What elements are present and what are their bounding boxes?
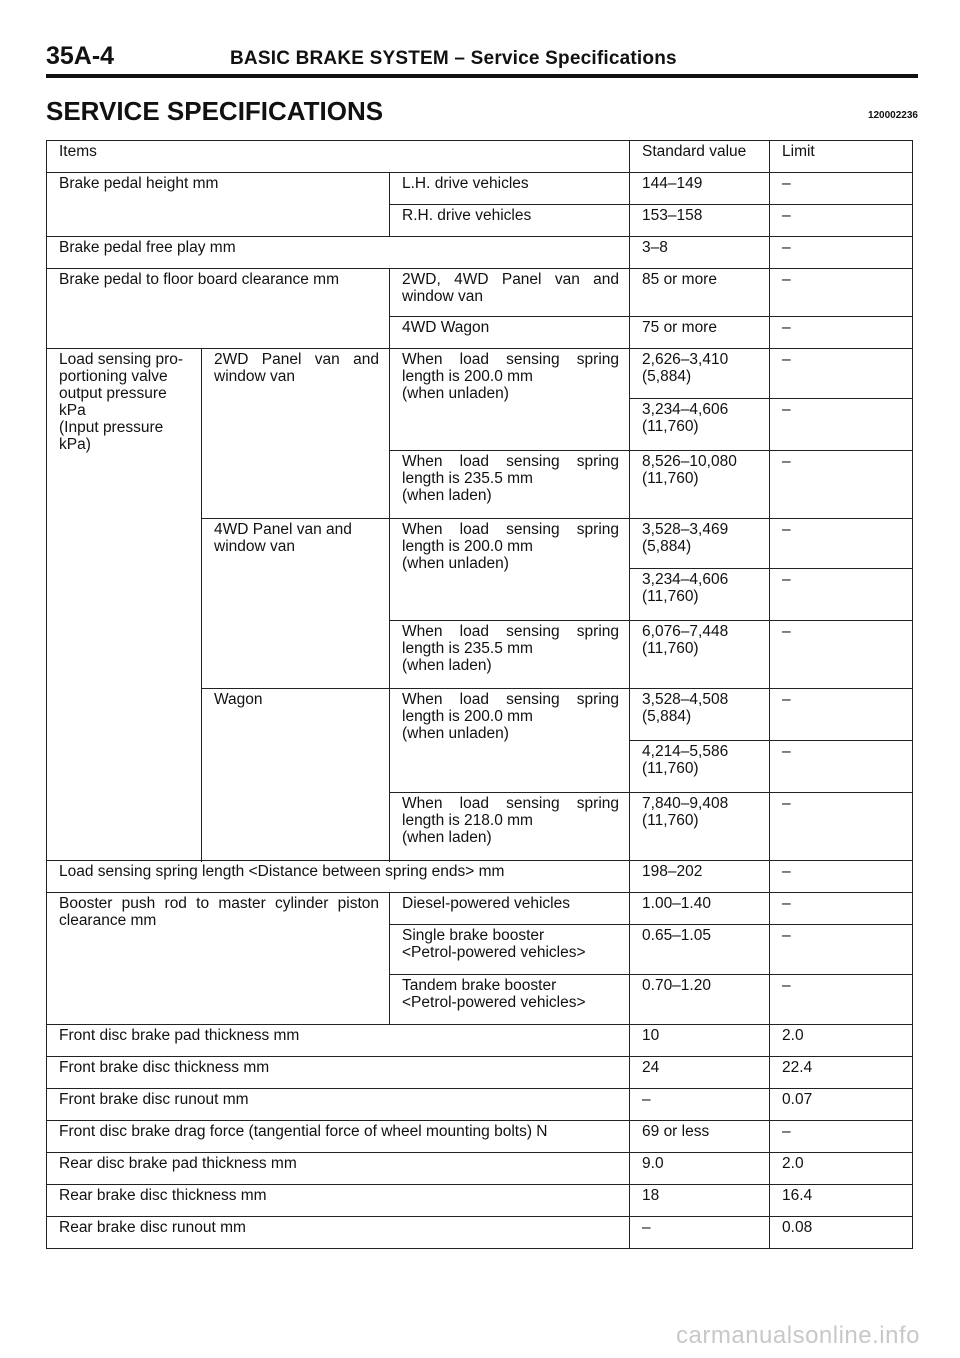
condition: When load sensing spring length is 218.0 mm (when laden)	[390, 793, 630, 861]
limit-value: –	[770, 173, 913, 205]
table-header-row	[47, 141, 913, 173]
watermark: carmanualsonline.info	[676, 1322, 920, 1349]
condition: When load sensing spring length is 235.5 mm (when laden)	[390, 451, 630, 519]
limit-value: –	[770, 1121, 913, 1153]
limit-value: –	[770, 925, 913, 975]
item-label: Rear disc brake pad thickness mm	[47, 1153, 630, 1185]
limit-value: –	[770, 741, 913, 793]
condition: L.H. drive vehicles	[390, 173, 630, 205]
standard-value: 0.70–1.20	[630, 975, 770, 1025]
limit-value: –	[770, 519, 913, 569]
condition: When load sensing spring length is 200.0 mm (when unladen)	[390, 349, 630, 451]
header-rule	[46, 74, 918, 78]
standard-value: 153–158	[630, 205, 770, 237]
standard-value: 144–149	[630, 173, 770, 205]
standard-value: 1.00–1.40	[630, 893, 770, 925]
limit-value: –	[770, 569, 913, 621]
table-row	[47, 1089, 913, 1121]
vehicle-type: 4WD Panel van and window van	[202, 519, 390, 689]
standard-value: 198–202	[630, 861, 770, 893]
standard-value: 10	[630, 1025, 770, 1057]
limit-value: –	[770, 269, 913, 317]
limit-value: –	[770, 861, 913, 893]
page-header	[46, 42, 916, 78]
limit-value: 0.07	[770, 1089, 913, 1121]
standard-value: 9.0	[630, 1153, 770, 1185]
condition: When load sensing spring length is 200.0 mm (when unladen)	[390, 689, 630, 793]
header-limit: Limit	[770, 141, 913, 173]
service-specifications-table	[46, 140, 913, 1249]
item-label: Front disc brake drag force (tangential force of wheel mounting bolts) N	[47, 1121, 630, 1153]
limit-value: –	[770, 621, 913, 689]
condition: Tandem brake booster <Petrol-powered vehicles>	[390, 975, 630, 1025]
standard-value: –	[630, 1089, 770, 1121]
condition: 4WD Wagon	[390, 317, 630, 349]
item-label: Front brake disc thickness mm	[47, 1057, 630, 1089]
standard-value: 75 or more	[630, 317, 770, 349]
standard-value: 8,526–10,080 (11,760)	[630, 451, 770, 519]
item-label: Front disc brake pad thickness mm	[47, 1025, 630, 1057]
table-row	[47, 1025, 913, 1057]
item-label: Front brake disc runout mm	[47, 1089, 630, 1121]
standard-value: 3–8	[630, 237, 770, 269]
limit-value: –	[770, 205, 913, 237]
table-row	[47, 1153, 913, 1185]
condition: Diesel-powered vehicles	[390, 893, 630, 925]
limit-value: –	[770, 689, 913, 741]
vehicle-type: Wagon	[202, 689, 390, 861]
limit-value: 22.4	[770, 1057, 913, 1089]
item-label: Rear brake disc runout mm	[47, 1217, 630, 1249]
item-label: Brake pedal height mm	[47, 173, 390, 237]
table-row	[47, 1121, 913, 1153]
table-row	[47, 173, 913, 205]
vehicle-type: 2WD Panel van and window van	[202, 349, 390, 519]
standard-value: –	[630, 1217, 770, 1249]
standard-value: 3,234–4,606 (11,760)	[630, 399, 770, 451]
table-row	[47, 349, 913, 399]
condition: Single brake booster <Petrol-powered vehicles>	[390, 925, 630, 975]
condition: When load sensing spring length is 235.5 mm (when laden)	[390, 621, 630, 689]
standard-value: 85 or more	[630, 269, 770, 317]
table-row	[47, 893, 913, 925]
condition: R.H. drive vehicles	[390, 205, 630, 237]
section-id: 120002236	[867, 110, 918, 121]
standard-value: 4,214–5,586 (11,760)	[630, 741, 770, 793]
standard-value: 18	[630, 1185, 770, 1217]
item-label: Brake pedal to floor board clearance mm	[47, 269, 390, 349]
limit-value: 0.08	[770, 1217, 913, 1249]
limit-value: –	[770, 349, 913, 399]
item-label: Rear brake disc thickness mm	[47, 1185, 630, 1217]
limit-value: –	[770, 893, 913, 925]
standard-value: 24	[630, 1057, 770, 1089]
limit-value: –	[770, 793, 913, 861]
standard-value: 69 or less	[630, 1121, 770, 1153]
item-label: Brake pedal free play mm	[47, 237, 630, 269]
condition: 2WD, 4WD Panel van and window van	[390, 269, 630, 317]
table-row	[47, 269, 913, 317]
table-row	[47, 861, 913, 893]
item-label: Booster push rod to master cylinder piston clearance mm	[47, 893, 390, 1025]
limit-value: –	[770, 399, 913, 451]
limit-value: 16.4	[770, 1185, 913, 1217]
limit-value: 2.0	[770, 1153, 913, 1185]
limit-value: 2.0	[770, 1025, 913, 1057]
item-label: Load sensing spring length <Distance between spring ends> mm	[47, 861, 630, 893]
running-title: BASIC BRAKE SYSTEM – Service Specifications	[230, 48, 677, 69]
standard-value: 3,234–4,606 (11,760)	[630, 569, 770, 621]
table-row	[47, 1185, 913, 1217]
page-number: 35A-4	[46, 42, 115, 70]
section-title: SERVICE SPECIFICATIONS	[46, 96, 384, 126]
limit-value: –	[770, 975, 913, 1025]
header-items: Items	[47, 141, 630, 173]
standard-value: 6,076–7,448 (11,760)	[630, 621, 770, 689]
standard-value: 0.65–1.05	[630, 925, 770, 975]
limit-value: –	[770, 317, 913, 349]
table-row	[47, 1217, 913, 1249]
standard-value: 3,528–3,469 (5,884)	[630, 519, 770, 569]
standard-value: 3,528–4,508 (5,884)	[630, 689, 770, 741]
item-label: Load sensing pro- portioning valve output pressure kPa (Input pressure kPa)	[47, 349, 202, 861]
table-row	[47, 237, 913, 269]
limit-value: –	[770, 451, 913, 519]
standard-value: 7,840–9,408 (11,760)	[630, 793, 770, 861]
table-row	[47, 1057, 913, 1089]
limit-value: –	[770, 237, 913, 269]
condition: When load sensing spring length is 200.0 mm (when unladen)	[390, 519, 630, 621]
standard-value: 2,626–3,410 (5,884)	[630, 349, 770, 399]
header-standard-value: Standard value	[630, 141, 770, 173]
